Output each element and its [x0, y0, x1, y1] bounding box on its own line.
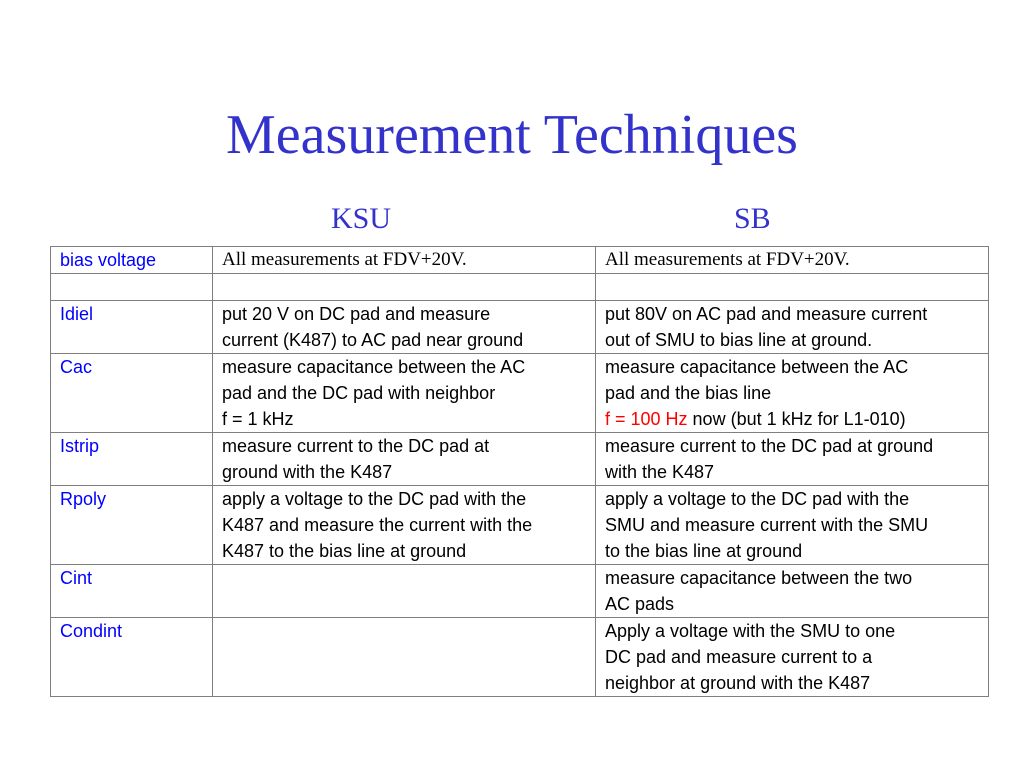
cell-line: put 20 V on DC pad and measure: [222, 304, 491, 324]
table-row-condint: [51, 618, 989, 697]
ksu-cell: [213, 301, 596, 354]
row-label: Cint: [51, 565, 213, 618]
table-row-rpoly: [51, 486, 989, 565]
row-label: bias voltage: [51, 247, 213, 274]
ksu-cell: [213, 247, 596, 274]
row-label: Condint: [51, 618, 213, 697]
cell-line: Apply a voltage with the SMU to one: [605, 621, 896, 641]
slide-title: Measurement Techniques: [226, 104, 798, 166]
row-label: Istrip: [51, 433, 213, 486]
sb-cell: [596, 247, 989, 274]
cell-line: measure current to the DC pad at: [222, 436, 490, 456]
ksu-cell: [213, 274, 596, 301]
row-label: [51, 274, 213, 301]
cell-line: apply a voltage to the DC pad with the: [222, 489, 527, 509]
cell-line: K487 to the bias line at ground: [222, 541, 467, 561]
ksu-cell: [213, 433, 596, 486]
cell-line: to the bias line at ground: [605, 541, 803, 561]
cell-line: put 80V on AC pad and measure current: [605, 304, 928, 324]
cell-line: measure capacitance between the two: [605, 568, 913, 588]
cell-line: All measurements at FDV+20V.: [605, 249, 850, 270]
cell-line: apply a voltage to the DC pad with the: [605, 489, 910, 509]
ksu-cell: [213, 565, 596, 618]
cell-line-mixed: [605, 406, 982, 432]
sb-cell: [596, 433, 989, 486]
cell-line: AC pads: [605, 594, 675, 614]
table-row-bias-voltage: [51, 247, 989, 274]
sb-cell: [596, 618, 989, 697]
sb-cell: [596, 354, 989, 433]
table-row-cint: [51, 565, 989, 618]
cell-line: neighbor at ground with the K487: [605, 673, 871, 693]
table-row-idiel: [51, 301, 989, 354]
frequency-note: now (but 1 kHz for L1-010): [687, 409, 906, 429]
cell-line: pad and the DC pad with neighbor: [222, 383, 496, 403]
sb-cell: [596, 274, 989, 301]
cell-line: measure capacitance between the AC: [222, 357, 526, 377]
cell-line: current (K487) to AC pad near ground: [222, 330, 524, 350]
cell-line: measure capacitance between the AC: [605, 357, 909, 377]
cell-line: pad and the bias line: [605, 383, 772, 403]
measurement-table: [50, 246, 989, 697]
cell-line: measure current to the DC pad at ground: [605, 436, 934, 456]
row-label: Rpoly: [51, 486, 213, 565]
cell-line: K487 and measure the current with the: [222, 515, 533, 535]
table-row-istrip: [51, 433, 989, 486]
cell-line: SMU and measure current with the SMU: [605, 515, 929, 535]
cell-line: with the K487: [605, 462, 715, 482]
ksu-cell: [213, 486, 596, 565]
column-header-ksu: KSU: [331, 202, 392, 235]
column-header-sb: SB: [734, 202, 771, 235]
ksu-cell: [213, 354, 596, 433]
row-label: Cac: [51, 354, 213, 433]
cell-line: out of SMU to bias line at ground.: [605, 330, 873, 350]
sb-cell: [596, 486, 989, 565]
cell-line: ground with the K487: [222, 462, 393, 482]
cell-line: DC pad and measure current to a: [605, 647, 873, 667]
table-row-cac: [51, 354, 989, 433]
table-row-empty: [51, 274, 989, 301]
cell-line: f = 1 kHz: [222, 409, 294, 429]
cell-line: All measurements at FDV+20V.: [222, 249, 467, 270]
sb-cell: [596, 565, 989, 618]
frequency-highlight: f = 100 Hz: [605, 409, 688, 429]
row-label: Idiel: [51, 301, 213, 354]
sb-cell: [596, 301, 989, 354]
ksu-cell: [213, 618, 596, 697]
